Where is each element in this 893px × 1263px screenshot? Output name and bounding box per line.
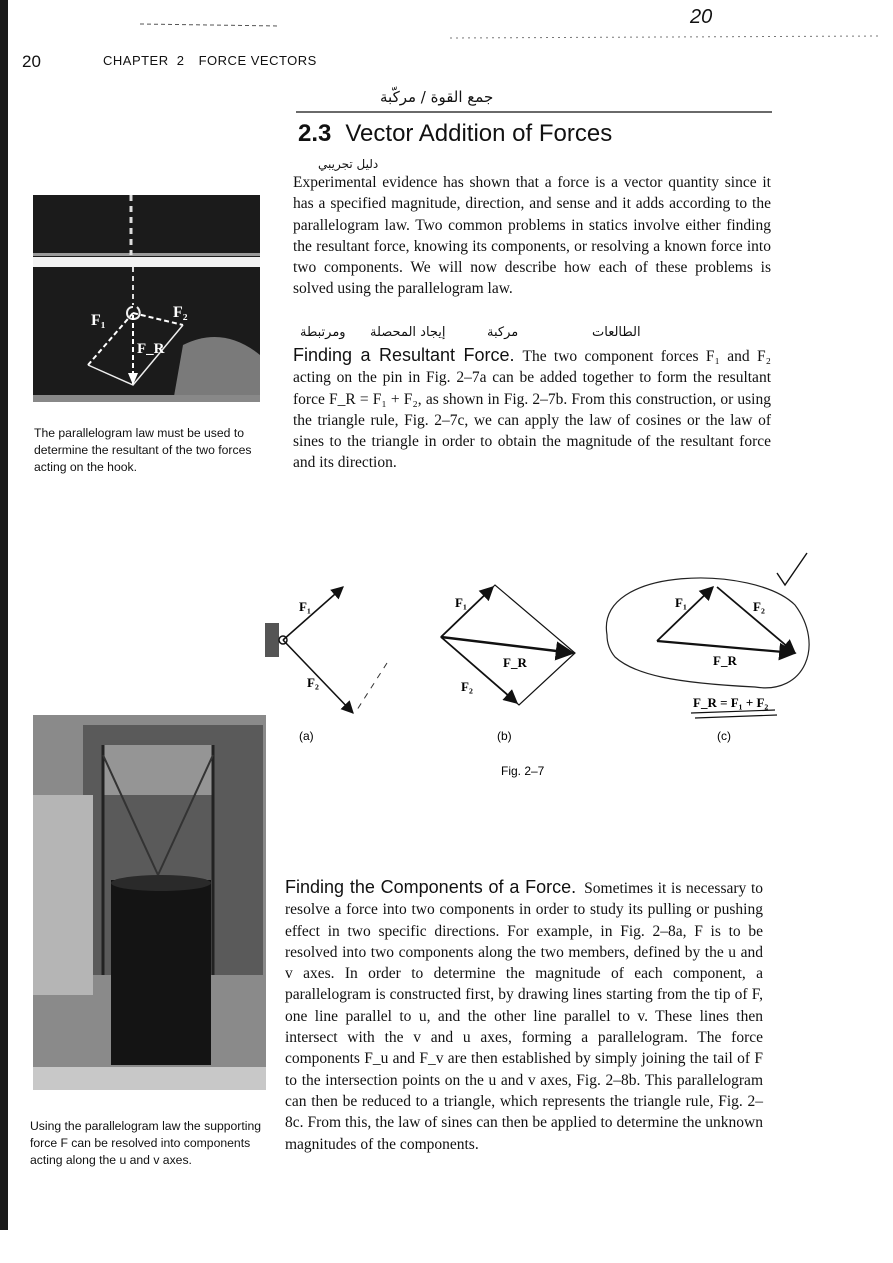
figure-2-7 <box>255 545 815 805</box>
panel-b-f1-arrow <box>441 587 493 637</box>
section-number: 2.3 <box>298 120 332 147</box>
hook-photo-drawing <box>33 195 260 402</box>
panel-a <box>265 587 387 743</box>
panel-c-f1-label: F₁ <box>675 595 687 610</box>
panel-a-f1-arrow <box>283 587 343 640</box>
panel-b-fr-arrow <box>441 637 573 653</box>
photo-f1-label: F₁ <box>91 312 106 329</box>
arabic-p2-note-c: إيجاد المحصلة <box>370 325 446 340</box>
header-scribble-line <box>140 20 880 40</box>
handwritten-page-number: 20 <box>690 6 713 28</box>
components-heading: Finding the Components of a Force. <box>285 877 577 897</box>
page-margin-rule <box>0 0 8 1230</box>
chapter-word: CHAPTER <box>103 53 169 68</box>
running-header <box>103 53 317 68</box>
panel-b-fr-label: F_R <box>503 655 527 670</box>
photo1-caption: The parallelogram law must be used to determine the resultant of the two forces acting on the hook. <box>34 426 252 474</box>
resultant-body: The two component forces F₁ and F₂ acting on the pin in Fig. 2–7a can be added together to form the resultant force F_R = F₁ + F₂, as shown in Fig. 2–7b. From this construction, or using the triangle rule, Fig. 2–7c, we can apply the law of cosines or the law of sines to the triangle in order to obtain the magnitude of the resultant force and its direction. <box>293 348 771 472</box>
support-photo-drawing <box>33 715 266 1090</box>
panel-c-fr-label: F_R <box>713 653 737 668</box>
checkmark-annotation <box>777 553 807 585</box>
panel-c-f2-label: F₂ <box>753 599 765 614</box>
support-photo <box>33 715 266 1090</box>
hook-photo <box>33 195 260 402</box>
panel-b-f1-label: F₁ <box>455 595 467 610</box>
panel-b-f2-arrow <box>441 637 517 703</box>
arabic-p2-note-a: الطالعات <box>592 325 641 340</box>
section-title-text: Vector Addition of Forces <box>345 120 613 147</box>
panel-c-f2-arrow <box>717 587 795 653</box>
panel-a-f2-label: F₂ <box>307 675 319 690</box>
panel-c-label: (c) <box>717 729 731 743</box>
photo2-caption: Using the parallelogram law the supporting force F can be resolved into components acting along the u and v axes. <box>30 1119 262 1167</box>
arabic-p2-note-d: ومرتبطة <box>300 325 346 340</box>
intro-paragraph: Experimental evidence has shown that a force is a vector quantity since it has a specified magnitude, direction, and sense and it adds according to the parallelogram law. Two common problems in statics involve either finding the resultant force, knowing its components, or resolving a known force into two components. We will now describe how each of these problems is solved using the parallelogram law. <box>293 174 771 298</box>
panel-a-label: (a) <box>299 729 314 743</box>
photo-fr-label: F_R <box>137 341 165 357</box>
chapter-title: FORCE VECTORS <box>198 53 317 68</box>
title-underline-annotation <box>296 104 772 116</box>
panel-b <box>441 585 575 743</box>
panel-c <box>606 553 809 743</box>
arabic-p1-note: دليل تجريبي <box>318 157 379 171</box>
components-body: Sometimes it is necessary to resolve a force into two components in order to study its pulling or pushing effect in two specific directions. For example, in Fig. 2–8a, F is to be resolved into two components along the two members, defined by the u and v axes. In order to determine the magnitude of each component, a parallelogram is constructed first, by drawing lines starting from the tip of F, one line parallel to u, and the other line parallel to v. These lines then intersect with the v and u axes, forming a parallelogram. The force components F_u and F_v are then established by simply joining the tail of F to the intersection points on the u and v axes, Fig. 2–8b. This parallelogram can then be reduced to a triangle, which represents the triangle rule, Fig. 2–8c. From this, the law of sines can then be applied to determine the unknown magnitudes of the components. <box>285 880 764 1153</box>
panel-b-label: (b) <box>497 729 512 743</box>
arabic-title-note: جمع القوة / مركّبة <box>380 88 494 106</box>
arabic-p2-note-b: مركبة <box>487 325 519 340</box>
components-paragraph <box>285 877 763 1155</box>
panel-a-f1-label: F₁ <box>299 599 311 614</box>
panel-c-fr-arrow <box>657 641 795 653</box>
chapter-number: 2 <box>176 53 185 68</box>
panel-c-handdrawn-circle <box>606 578 809 688</box>
figure-caption: Fig. 2–7 <box>501 764 545 778</box>
panel-b-f2-label: F₂ <box>461 679 473 694</box>
resultant-heading: Finding a Resultant Force. <box>293 345 515 365</box>
page-number: 20 <box>22 52 41 71</box>
panel-c-equation: F_R = F₁ + F₂ <box>693 695 769 710</box>
section-title <box>298 120 612 148</box>
photo-f2-label: F₂ <box>173 304 188 321</box>
resultant-paragraph <box>293 345 771 474</box>
